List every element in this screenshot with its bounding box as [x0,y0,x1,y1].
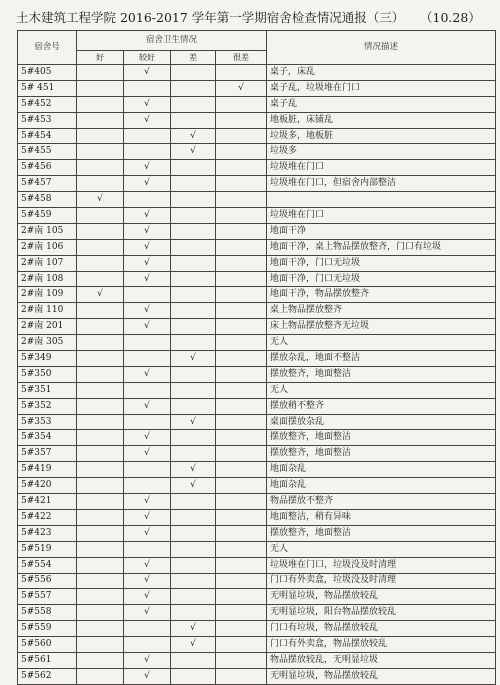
rating-cell [171,65,216,81]
rating-cell [216,589,267,605]
rating-cell [77,668,124,684]
rating-cell [216,223,267,239]
desc-cell: 地面整洁，稍有异味 [267,509,496,525]
rating-cell [171,557,216,573]
rating-cell [171,366,216,382]
rating-cell [216,160,267,176]
rating-cell [171,509,216,525]
rating-cell [77,65,124,81]
rating-cell [77,398,124,414]
desc-cell: 门口有外卖盒，垃圾没及时清理 [267,573,496,589]
rating-cell [171,303,216,319]
rating-cell: √ [124,398,171,414]
table-row [18,652,496,668]
desc-cell: 床上物品摆放整齐无垃圾 [267,319,496,335]
room-cell: 5#457 [18,176,77,192]
inspection-table [17,30,496,685]
hygiene-header: 宿舍卫生情况 [77,31,267,51]
table-row [18,80,496,96]
desc-header: 情况描述 [267,31,496,65]
room-cell: 5#353 [18,414,77,430]
rating-cell [216,478,267,494]
desc-cell: 地面干净，门口无垃圾 [267,255,496,271]
rating-cell [216,112,267,128]
rating-cell: √ [171,144,216,160]
rating-cell [216,208,267,224]
rating-cell [216,398,267,414]
table-row [18,239,496,255]
table-row [18,541,496,557]
rating-cell [77,525,124,541]
room-cell: 5# 451 [18,80,77,96]
desc-cell: 物品摆放较乱，无明显垃圾 [267,652,496,668]
rating-cell [216,319,267,335]
table-row [18,112,496,128]
rating-cell [124,335,171,351]
rating-cell [171,335,216,351]
rating-cell [216,144,267,160]
rating-cell [171,160,216,176]
rating-cell [124,351,171,367]
table-row [18,366,496,382]
rating-cell: √ [124,160,171,176]
rating-cell [77,144,124,160]
room-cell: 5#559 [18,621,77,637]
room-cell: 5#456 [18,160,77,176]
rating-cell [216,446,267,462]
room-cell: 5#554 [18,557,77,573]
room-cell: 5#562 [18,668,77,684]
header-row [18,31,496,51]
rating-cell [171,382,216,398]
rating-cell [124,414,171,430]
rating-cell [124,621,171,637]
desc-cell: 垃圾堆在门口，但宿舍内部整洁 [267,176,496,192]
rating-cell [171,525,216,541]
rating-cell [77,160,124,176]
rating-cell [124,192,171,208]
rating-cell [171,239,216,255]
room-cell: 5#452 [18,96,77,112]
rating-cell: √ [171,128,216,144]
rating-cell [77,494,124,510]
rating-cell [171,541,216,557]
rating-cell [216,557,267,573]
table-row [18,605,496,621]
rating-cell: √ [124,176,171,192]
rating-cell [77,509,124,525]
table-row [18,509,496,525]
rating-cell [171,605,216,621]
report-title: 土木建筑工程学院 2016-2017 学年第一学期宿舍检查情况通报（三） [16,10,405,25]
table-row [18,478,496,494]
desc-cell: 地板脏，床铺乱 [267,112,496,128]
rating-cell: √ [124,446,171,462]
rating-cell [216,621,267,637]
rating-cell [216,494,267,510]
rating-cell [124,541,171,557]
rating-cell [171,319,216,335]
desc-cell: 桌子乱，垃圾堆在门口 [267,80,496,96]
room-cell: 5#420 [18,478,77,494]
rating-cell [216,462,267,478]
rating-cell [124,637,171,653]
desc-cell: 地面杂乱 [267,462,496,478]
room-cell: 2#南 201 [18,319,77,335]
desc-cell: 摆放整齐，地面整洁 [267,430,496,446]
table-row [18,160,496,176]
rating-cell [171,446,216,462]
desc-cell: 垃圾堆在门口，垃圾没及时清理 [267,557,496,573]
rating-cell: √ [124,96,171,112]
desc-cell: 地面杂乱 [267,478,496,494]
rating-cell: √ [124,430,171,446]
rating-cell [171,176,216,192]
rating-cell [171,430,216,446]
rating-cell [77,128,124,144]
desc-cell: 地面干净，门口无垃圾 [267,271,496,287]
rating-cell: √ [124,239,171,255]
rating-cell [77,319,124,335]
desc-cell: 门口有外卖盒，物品摆放较乱 [267,637,496,653]
rating-cell: √ [124,319,171,335]
rating-cell [171,573,216,589]
rating-cell [77,462,124,478]
rating-cell [124,287,171,303]
rating-cell [124,382,171,398]
rating-cell: √ [124,573,171,589]
room-cell: 5#557 [18,589,77,605]
room-cell: 5#357 [18,446,77,462]
rating-cell: √ [216,80,267,96]
rating-cell [216,255,267,271]
rating-cell [77,223,124,239]
rating-cell [216,192,267,208]
rating-cell [77,478,124,494]
level-header-good: 好 [77,51,124,65]
rating-cell: √ [124,255,171,271]
table-row [18,144,496,160]
table-row [18,621,496,637]
rating-cell [77,621,124,637]
room-cell: 2#南 110 [18,303,77,319]
rating-cell: √ [171,621,216,637]
rating-cell [216,652,267,668]
rating-cell [216,239,267,255]
rating-cell [77,239,124,255]
desc-cell: 无明显垃圾，阳台物品摆放较乱 [267,605,496,621]
report-header [0,4,500,28]
desc-cell: 桌面摆放杂乱 [267,414,496,430]
desc-cell: 地面干净 [267,223,496,239]
desc-cell: 地面干净，物品摆放整齐 [267,287,496,303]
table-row [18,271,496,287]
rating-cell [77,430,124,446]
rating-cell: √ [77,192,124,208]
rating-cell [216,366,267,382]
rating-cell [77,176,124,192]
rating-cell [171,668,216,684]
desc-cell: 摆放整齐，地面整洁 [267,366,496,382]
rating-cell [171,112,216,128]
rating-cell: √ [77,287,124,303]
room-cell: 5#561 [18,652,77,668]
rating-cell [171,96,216,112]
rating-cell: √ [124,223,171,239]
table-row [18,573,496,589]
rating-cell [171,589,216,605]
room-cell: 5#558 [18,605,77,621]
rating-cell [171,208,216,224]
rating-cell [171,494,216,510]
rating-cell [77,652,124,668]
desc-cell: 无人 [267,382,496,398]
table-row [18,398,496,414]
room-cell: 5#354 [18,430,77,446]
rating-cell [124,80,171,96]
rating-cell [77,351,124,367]
table-row [18,525,496,541]
rating-cell [77,589,124,605]
rating-cell [216,573,267,589]
rating-cell [77,382,124,398]
rating-cell [124,128,171,144]
table-row [18,430,496,446]
rating-cell [124,144,171,160]
room-cell: 5#349 [18,351,77,367]
table-row [18,319,496,335]
rating-cell: √ [124,112,171,128]
rating-cell [171,652,216,668]
rating-cell [171,398,216,414]
table-row [18,494,496,510]
rating-cell [216,176,267,192]
room-cell: 5#454 [18,128,77,144]
level-header-fair: 较好 [124,51,171,65]
room-cell: 2#南 109 [18,287,77,303]
rating-cell: √ [124,271,171,287]
table-row [18,335,496,351]
table-row [18,223,496,239]
rating-cell [77,573,124,589]
desc-cell: 门口有垃圾，物品摆放较乱 [267,621,496,637]
table-row [18,589,496,605]
desc-cell: 垃圾堆在门口 [267,208,496,224]
desc-cell: 摆放整齐，地面整洁 [267,446,496,462]
rating-cell: √ [124,208,171,224]
rating-cell [216,525,267,541]
report-date: （10.28） [420,10,481,25]
room-cell: 5#351 [18,382,77,398]
rating-cell [77,637,124,653]
rating-cell [77,208,124,224]
room-cell: 2#南 106 [18,239,77,255]
room-cell: 5#459 [18,208,77,224]
table-row [18,382,496,398]
rating-cell [171,271,216,287]
rating-cell [77,605,124,621]
rating-cell [77,541,124,557]
desc-cell: 无人 [267,541,496,557]
desc-cell: 桌子乱 [267,96,496,112]
rating-cell: √ [124,303,171,319]
room-cell: 5#350 [18,366,77,382]
rating-cell [77,80,124,96]
table-row [18,351,496,367]
rating-cell: √ [124,494,171,510]
desc-cell: 摆放整齐，地面整洁 [267,525,496,541]
table-row [18,557,496,573]
rating-cell: √ [124,652,171,668]
table-row [18,287,496,303]
table-row [18,414,496,430]
room-cell: 5#560 [18,637,77,653]
rating-cell [216,351,267,367]
rating-cell [216,271,267,287]
table-row [18,65,496,81]
room-cell: 5#458 [18,192,77,208]
room-cell: 5#419 [18,462,77,478]
desc-cell: 桌子，床乱 [267,65,496,81]
room-cell: 5#455 [18,144,77,160]
rating-cell [77,335,124,351]
desc-cell: 物品摆放不整齐 [267,494,496,510]
room-cell: 5#422 [18,509,77,525]
rating-cell [77,303,124,319]
rating-cell: √ [171,462,216,478]
rating-cell [216,541,267,557]
rating-cell [124,478,171,494]
rating-cell [77,96,124,112]
room-cell: 5#556 [18,573,77,589]
rating-cell [216,637,267,653]
level-header-very-poor: 很差 [216,51,267,65]
desc-cell: 摆放杂乱，地面不整洁 [267,351,496,367]
rating-cell [216,335,267,351]
room-cell: 5#352 [18,398,77,414]
rating-cell [171,223,216,239]
rating-cell [216,287,267,303]
table-row [18,668,496,684]
room-cell: 5#405 [18,65,77,81]
room-header: 宿舍号 [18,31,77,65]
rating-cell: √ [124,366,171,382]
desc-cell: 垃圾多，地板脏 [267,128,496,144]
room-cell: 5#519 [18,541,77,557]
rating-cell [216,414,267,430]
rating-cell: √ [124,509,171,525]
table-row [18,192,496,208]
rating-cell [171,80,216,96]
desc-cell [267,192,496,208]
desc-cell: 无人 [267,335,496,351]
rating-cell [77,557,124,573]
table-row [18,96,496,112]
room-cell: 2#南 108 [18,271,77,287]
rating-cell [171,287,216,303]
rating-cell: √ [124,605,171,621]
rating-cell [171,255,216,271]
rating-cell [171,192,216,208]
rating-cell [77,255,124,271]
level-header-poor: 差 [171,51,216,65]
rating-cell: √ [171,637,216,653]
rating-cell [216,430,267,446]
rating-cell [216,128,267,144]
rating-cell [77,112,124,128]
rating-cell: √ [124,668,171,684]
rating-cell [77,366,124,382]
desc-cell: 桌上物品摆放整齐 [267,303,496,319]
rating-cell [216,668,267,684]
desc-cell: 摆放稍不整齐 [267,398,496,414]
rating-cell [77,414,124,430]
table-row [18,637,496,653]
room-cell: 5#453 [18,112,77,128]
room-cell: 2#南 107 [18,255,77,271]
rating-cell [77,446,124,462]
table-row [18,462,496,478]
rating-cell [124,462,171,478]
rating-cell [216,509,267,525]
table-row [18,128,496,144]
rating-cell: √ [171,414,216,430]
rating-cell [216,96,267,112]
desc-cell: 垃圾堆在门口 [267,160,496,176]
desc-cell: 无明显垃圾，物品摆放较乱 [267,589,496,605]
table-row [18,176,496,192]
desc-cell: 地面干净，桌上物品摆放整齐，门口有垃圾 [267,239,496,255]
room-cell: 5#421 [18,494,77,510]
rating-cell: √ [124,65,171,81]
rating-cell: √ [171,351,216,367]
rating-cell [77,271,124,287]
rating-cell: √ [124,525,171,541]
rating-cell [216,303,267,319]
rating-cell: √ [171,478,216,494]
desc-cell: 无明显垃圾，物品摆放较乱 [267,668,496,684]
room-cell: 2#南 305 [18,335,77,351]
table-row [18,255,496,271]
rating-cell: √ [124,589,171,605]
rating-cell [216,65,267,81]
rating-cell [216,382,267,398]
desc-cell: 垃圾多 [267,144,496,160]
rating-cell: √ [124,557,171,573]
table-row [18,303,496,319]
rating-cell [216,605,267,621]
table-row [18,446,496,462]
room-cell: 5#423 [18,525,77,541]
table-row [18,208,496,224]
room-cell: 2#南 105 [18,223,77,239]
